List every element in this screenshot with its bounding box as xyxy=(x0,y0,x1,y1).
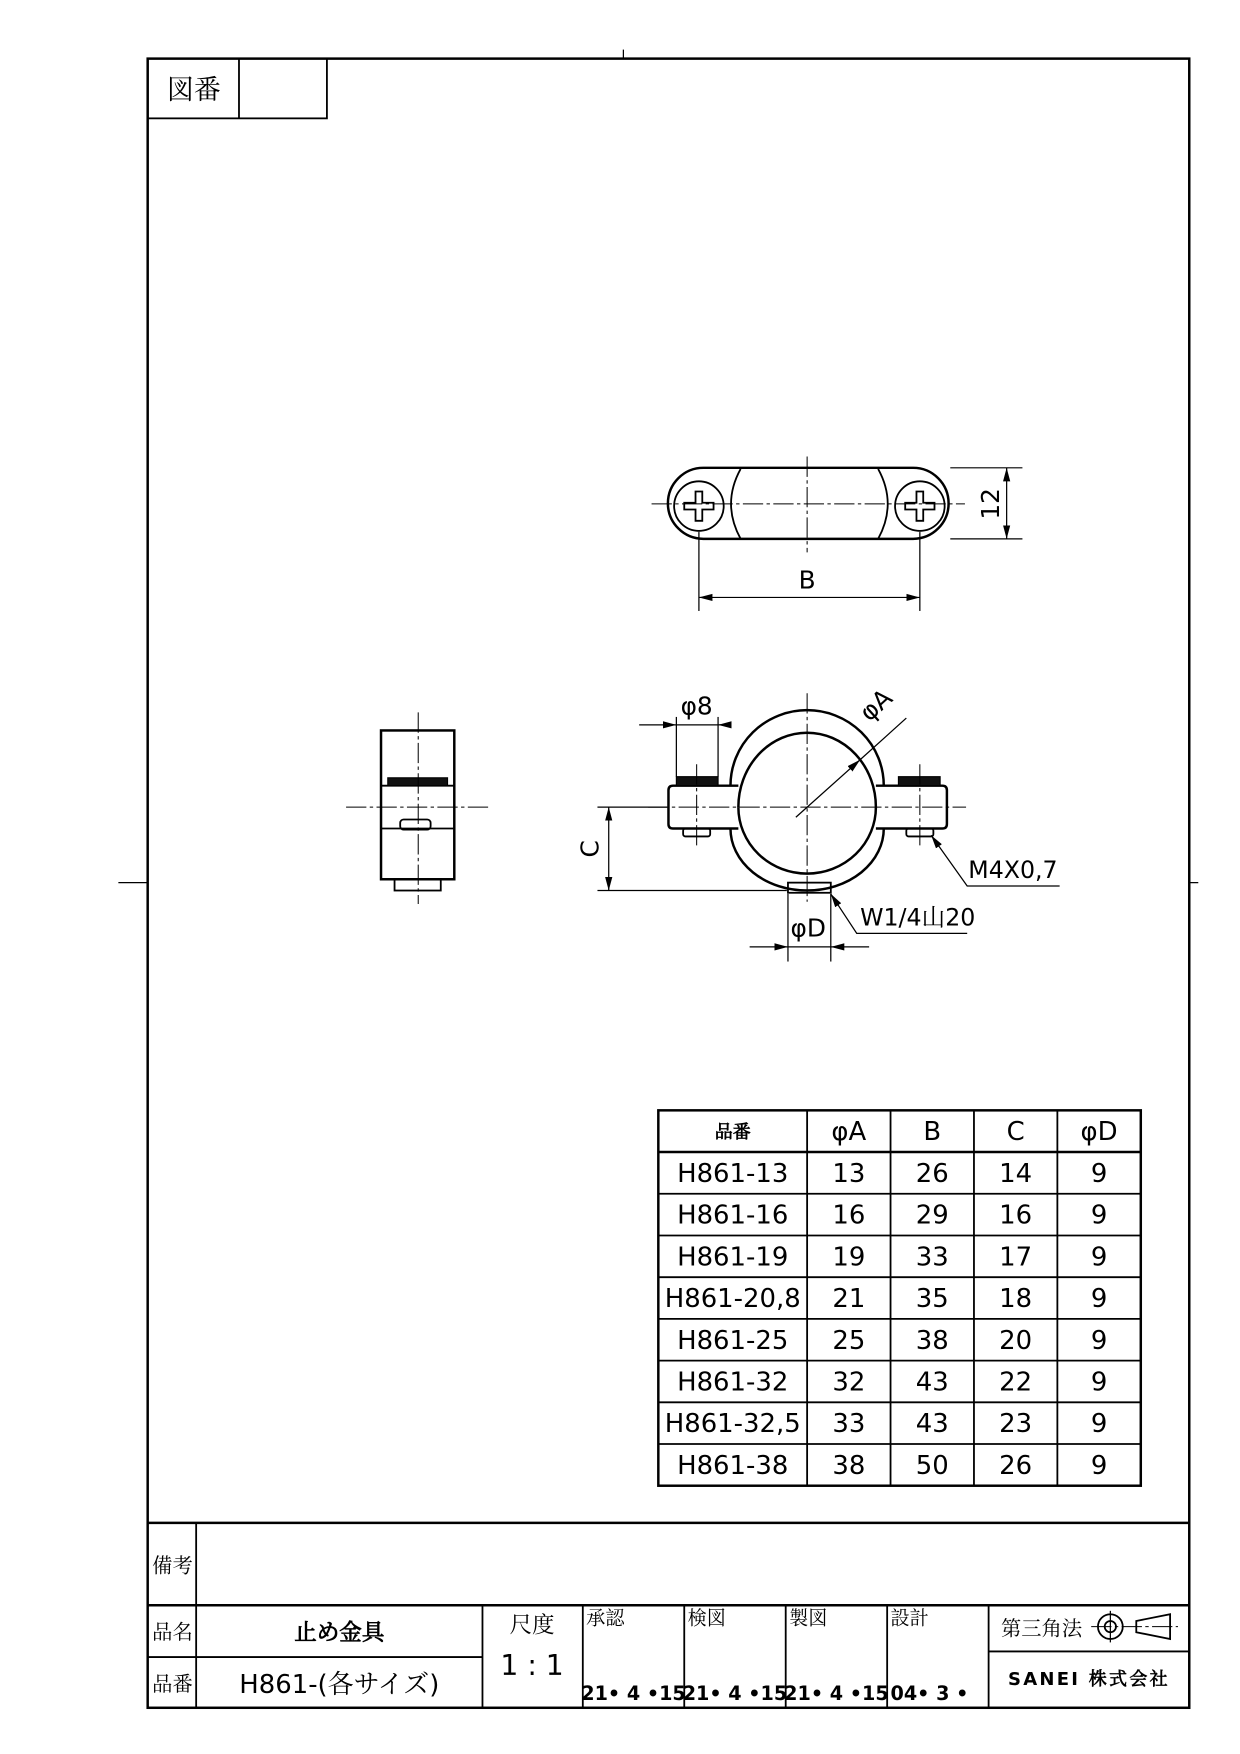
phillips-cross-left-icon xyxy=(684,491,713,520)
part-name-value: 止め金具 xyxy=(294,1620,385,1647)
phillips-cross-right-icon xyxy=(905,491,934,520)
table-header-cell: B xyxy=(923,1117,942,1148)
title-block xyxy=(148,1523,1190,1708)
table-cell-part-number: H861-13 xyxy=(677,1158,789,1189)
drawn-label: 製図 xyxy=(789,1606,828,1630)
thread-stud-label: W1/4山20 xyxy=(860,903,976,932)
drawing-number-label: 図番 xyxy=(166,75,221,107)
table-cell-value: 17 xyxy=(999,1242,1033,1273)
table-cell-value: 43 xyxy=(915,1409,949,1440)
table-cell-value: 26 xyxy=(999,1450,1033,1481)
table-cell-value: 25 xyxy=(832,1325,866,1356)
screw-head-left xyxy=(674,481,724,531)
table-cell-value: 9 xyxy=(1090,1242,1108,1273)
table-cell-value: 23 xyxy=(999,1409,1033,1440)
table-cell-value: 33 xyxy=(915,1242,949,1273)
table-cell-value: 38 xyxy=(832,1450,866,1481)
table-cell-value: 33 xyxy=(832,1409,866,1440)
table-cell-value: 9 xyxy=(1090,1450,1108,1481)
table-cell-part-number: H861-19 xyxy=(677,1242,789,1273)
table-cell-value: 21 xyxy=(832,1284,866,1315)
part-number-label: 品番 xyxy=(152,1671,193,1696)
table-cell-value: 16 xyxy=(999,1200,1033,1231)
table-cell-value: 43 xyxy=(915,1367,949,1398)
table-cell-value: 9 xyxy=(1090,1409,1108,1440)
front-view xyxy=(576,683,1060,962)
screw-head-right xyxy=(895,481,945,531)
scale-value: 1 : 1 xyxy=(500,1649,564,1683)
dim-label-hole: φ8 xyxy=(680,691,713,721)
table-cell-value: 19 xyxy=(832,1242,866,1273)
table-cell-value: 35 xyxy=(915,1284,949,1315)
table-cell-value: 29 xyxy=(915,1200,949,1231)
dim-line-bore xyxy=(796,760,860,817)
drawing-number-box xyxy=(148,59,327,119)
table-cell-part-number: H861-32 xyxy=(677,1367,789,1398)
side-view xyxy=(346,712,488,904)
designed-date: 04• 3 • xyxy=(890,1681,969,1705)
table-cell-part-number: H861-38 xyxy=(677,1450,789,1481)
drawn-date: 21• 4 •15 xyxy=(784,1681,889,1705)
table-cell-value: 32 xyxy=(832,1367,866,1398)
table-cell-value: 13 xyxy=(832,1158,866,1189)
table-cell-value: 22 xyxy=(999,1367,1033,1398)
scale-label: 尺度 xyxy=(509,1612,555,1639)
table-cell-value: 38 xyxy=(915,1325,949,1356)
part-number-value: H861-(各サイズ) xyxy=(239,1670,440,1701)
side-stud xyxy=(395,879,441,890)
table-header-cell: φA xyxy=(831,1117,867,1148)
dim-label-bore: φA xyxy=(853,683,898,727)
thread-screw-label: M4X0,7 xyxy=(968,856,1058,885)
table-cell-part-number: H861-25 xyxy=(677,1325,789,1356)
table-cell-value: 9 xyxy=(1090,1284,1108,1315)
dim-label-pitch: B xyxy=(798,565,816,595)
side-screw-head xyxy=(388,778,448,786)
checked-label: 検図 xyxy=(687,1606,726,1630)
table-cell-value: 9 xyxy=(1090,1325,1108,1356)
remarks-label: 備考 xyxy=(152,1553,193,1578)
table-cell-part-number: H861-32,5 xyxy=(664,1409,801,1440)
table-cell-value: 14 xyxy=(999,1158,1033,1189)
dim-label-stud: φD xyxy=(790,913,826,943)
table-header-cell: C xyxy=(1006,1117,1025,1148)
table-header-cell: 品番 xyxy=(714,1121,751,1143)
size-table xyxy=(658,1110,1140,1485)
table-cell-value: 9 xyxy=(1090,1367,1108,1398)
screw-head-right-front xyxy=(898,777,940,786)
top-view xyxy=(652,457,1023,611)
projection-label: 第三角法 xyxy=(1001,1616,1083,1641)
table-cell-value: 20 xyxy=(999,1325,1033,1356)
table-cell-part-number: H861-20,8 xyxy=(664,1284,801,1315)
table-header-cell: φD xyxy=(1080,1117,1118,1148)
table-cell-value: 16 xyxy=(832,1200,866,1231)
company-name: SANEI 株式会社 xyxy=(1007,1669,1170,1691)
third-angle-projection-icon xyxy=(1091,1611,1178,1643)
approved-date: 21• 4 •15 xyxy=(581,1681,686,1705)
checked-date: 21• 4 •15 xyxy=(682,1681,788,1705)
approved-label: 承認 xyxy=(586,1606,625,1630)
screw-head-left-front xyxy=(676,777,718,786)
dim-label-c: C xyxy=(575,840,605,858)
dim-label-height: 12 xyxy=(975,488,1005,520)
table-cell-value: 18 xyxy=(999,1284,1033,1315)
table-cell-value: 50 xyxy=(915,1450,949,1481)
table-cell-value: 9 xyxy=(1090,1158,1108,1189)
table-cell-value: 9 xyxy=(1090,1200,1108,1231)
designed-label: 設計 xyxy=(890,1606,929,1630)
table-cell-part-number: H861-16 xyxy=(677,1200,789,1231)
table-cell-value: 26 xyxy=(915,1158,949,1189)
part-name-label: 品名 xyxy=(152,1620,193,1645)
side-body xyxy=(381,730,454,879)
